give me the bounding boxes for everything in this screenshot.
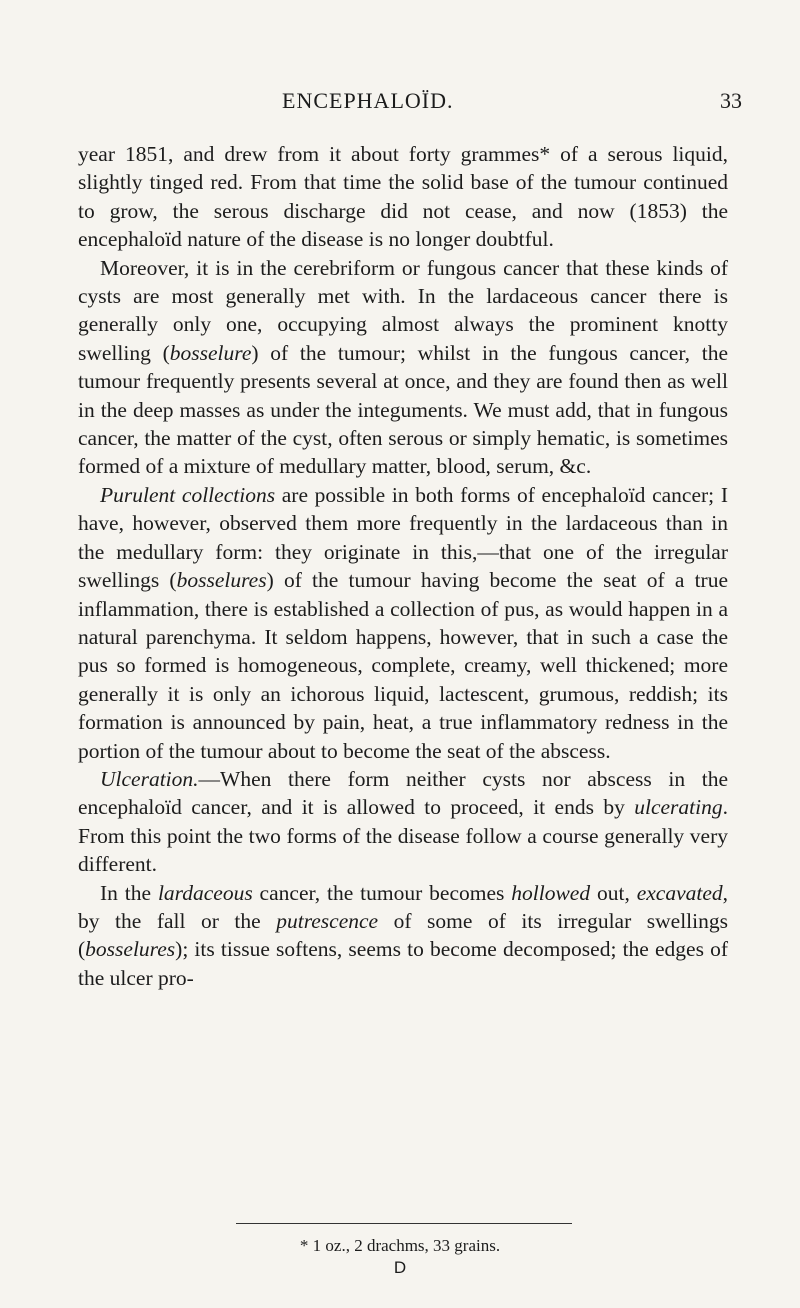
italic-text: putrescence [276,908,379,933]
paragraph [78,481,728,765]
paragraph [78,254,728,481]
text-run: ) of the tumour having become the seat of a true inflammation, there is established a collection of pus, as would happen in a natural parenchyma. It seldom happens, however, that in such a case the pus so formed is homogeneous, complete, creamy, well thickened; more generally it is only an ichorous liquid, lactescent, grumous, reddish; its formation is announced by pain, heat, a true inflammatory redness in the portion of the tumour about to become the seat of the abscess. [78,568,728,763]
text-run: are possible in both forms of encephaloïd cancer; I have, however, observed them more frequently in the lardaceous than in the medullary form: they originate in this,—that one of the irregular swellings ( [78,482,728,593]
italic-text: lardaceous [157,880,253,905]
text-run: In the [100,880,158,905]
text-run: ) of the tumour; whilst in the fungous cancer, the tumour frequently presents several at once, and they are found then as well in the deep masses as under the integuments. We must add, that in fungous cancer, the matter of the cyst, often serous or simply hematic, is sometimes formed of a mixture of medullary matter, blood, serum, &c. [78,340,728,479]
paragraph [78,765,728,879]
italic-text: Ulceration. [100,766,199,791]
italic-text: Purulent collections [100,482,276,507]
running-title: ENCEPHALOÏD. [282,88,454,113]
text-run: , by the fall or the [78,880,729,933]
text-run: of some of its irregular swellings ( [78,908,728,962]
text-run: cancer, the tumour becomes [252,880,512,905]
italic-text: bosselure [169,340,252,365]
italic-text: bosselures [85,937,176,962]
text-run: . From this point the two forms of the disease follow a course generally very different. [78,795,728,877]
page-number: 33 [720,88,742,113]
footnote: * 1 oz., 2 drachms, 33 grains. [299,1236,501,1255]
italic-text: bosselures [176,568,267,593]
page-header [0,88,800,118]
text-run: Moreover, it is in the cerebriform or fungous cancer that these kinds of cysts are most generally met with. In the lardaceous cancer there is generally only one, occupying almost always the prominent knotty swelling ( [78,255,728,365]
signature-mark: D [393,1258,407,1277]
text-run: year 1851, and drew from it about forty grammes* of a serous liquid, slightly tinged red. From that time the solid base of the tumour continued to grow, the serous discharge did not cease, and now (1853) the encephaloïd nature of the disease is no longer doubtful. [78,142,728,252]
text-run: out, [590,880,637,905]
italic-text: ulcerating [634,795,723,820]
paragraph [78,140,728,254]
body-text [78,140,728,992]
paragraph [78,879,728,993]
text-run: —When there form neither cysts nor abscess in the encephaloïd cancer, and it is allowed to proceed, it ends by [78,766,728,820]
italic-text: hollowed [511,880,591,905]
italic-text: excavated [636,880,723,905]
text-run: ); its tissue softens, seems to become decomposed; the edges of the ulcer pro- [78,937,728,990]
footnote-divider [236,1223,572,1224]
